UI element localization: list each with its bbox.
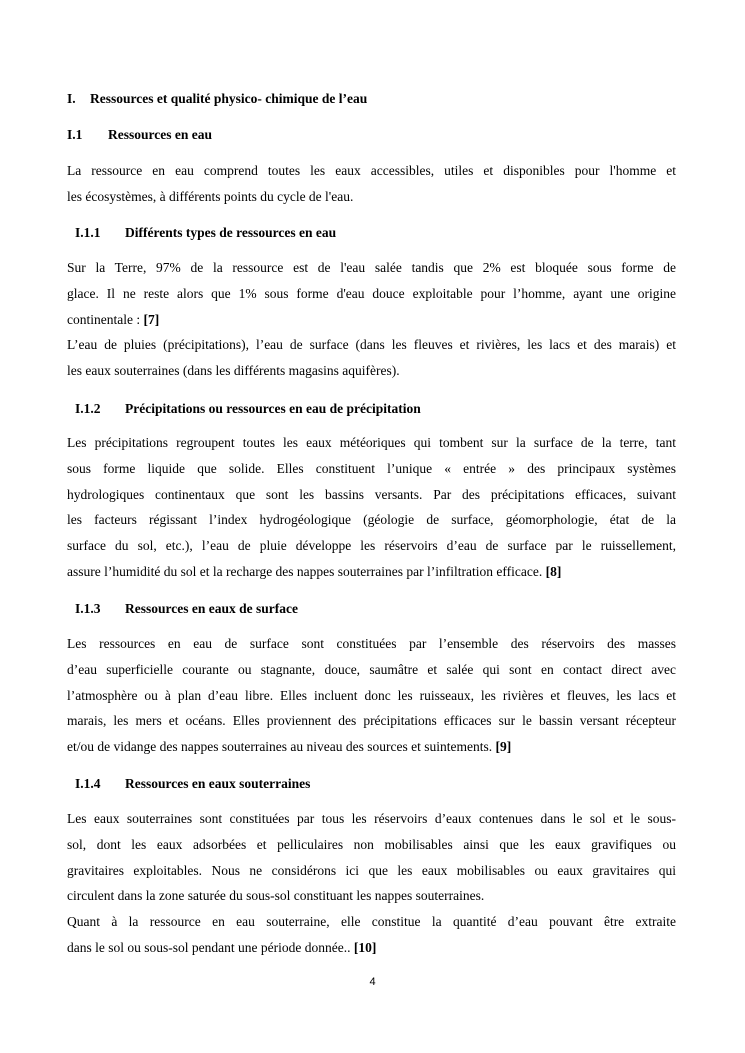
text-line: surface du sol, etc.), l’eau de pluie développe les réservoirs d’eau de surface par le ruissellement, bbox=[67, 538, 676, 554]
heading-1-1 bbox=[67, 127, 212, 143]
text-line bbox=[67, 935, 676, 961]
text-line: circulent dans la zone saturée du sous-sol constituant les nappes souterraines. bbox=[67, 888, 485, 904]
text-segment: et/ou de vidange des nappes souterraines au niveau des sources et suintements. bbox=[67, 739, 496, 755]
heading-title: Différents types de ressources en eau bbox=[125, 225, 337, 240]
heading-number: I.1.3 bbox=[75, 601, 101, 616]
text-line: L’eau de pluies (précipitations), l’eau de surface (dans les fleuves et rivières, les lacs et des marais) et bbox=[67, 337, 676, 353]
text-line: les eaux souterraines (dans les différents magasins aquifères). bbox=[67, 363, 400, 379]
text-line: d’eau superficielle courante ou stagnante, douce, saumâtre et salée qui sont en contact direct avec bbox=[67, 661, 676, 677]
text-line: La ressource en eau comprend toutes les eaux accessibles, utiles et disponibles pour l'homme et bbox=[67, 163, 676, 178]
text-line bbox=[67, 734, 676, 760]
text-segment: assure l’humidité du sol et la recharge des nappes souterraines par l’infiltration efficace. bbox=[67, 563, 546, 579]
citation-ref: [10] bbox=[353, 939, 377, 955]
heading-number: I.1.1 bbox=[75, 225, 101, 240]
text-line: les écosystèmes, à différents points du cycle de l'eau. bbox=[67, 188, 354, 204]
citation-ref: [8] bbox=[545, 563, 562, 579]
paragraph-1 bbox=[67, 158, 676, 210]
text-line bbox=[67, 559, 676, 585]
paragraph-5 bbox=[67, 806, 676, 961]
heading-title: Précipitations ou ressources en eau de précipitation bbox=[125, 401, 421, 416]
heading-number: I.1.4 bbox=[75, 776, 101, 791]
text-line: hydrologiques continentaux que sont les bassins versants. Par des précipitations efficaces, suivant bbox=[67, 486, 676, 502]
heading-title: Ressources en eaux souterraines bbox=[125, 776, 311, 791]
citation-ref: [9] bbox=[495, 739, 512, 755]
heading-title: Ressources et qualité physico- chimique de l’eau bbox=[90, 91, 368, 106]
heading-1-1-3 bbox=[75, 601, 298, 617]
heading-1-1-1 bbox=[75, 225, 336, 241]
text-line bbox=[67, 307, 676, 333]
text-line: l’atmosphère ou à plan d’eau libre. Elles incluent donc les ruisseaux, les rivières et fleuves, les lacs et bbox=[67, 687, 676, 703]
text-line: Quant à la ressource en eau souterraine, elle constitue la quantité d’eau pouvant être extraite bbox=[67, 914, 676, 930]
text-segment: dans le sol ou sous-sol pendant une période donnée.. bbox=[67, 939, 354, 955]
heading-1-1-2 bbox=[75, 401, 421, 417]
paragraph-3 bbox=[67, 430, 676, 585]
heading-number: I.1 bbox=[67, 127, 83, 142]
text-line: Sur la Terre, 97% de la ressource est de l'eau salée tandis que 2% est bloquée sous forme de bbox=[67, 260, 676, 275]
page-number: 4 bbox=[369, 976, 376, 988]
heading-title: Ressources en eau bbox=[108, 127, 212, 142]
heading-number: I. bbox=[67, 91, 76, 106]
text-line: sous forme liquide que solide. Elles constituent l’unique « entrée » des principaux systèmes bbox=[67, 460, 676, 476]
heading-number: I.1.2 bbox=[75, 401, 101, 416]
text-segment: continentale : bbox=[67, 311, 144, 327]
heading-title: Ressources en eaux de surface bbox=[125, 601, 298, 616]
citation-ref: [7] bbox=[143, 311, 160, 327]
paragraph-2 bbox=[67, 255, 676, 384]
paragraph-4 bbox=[67, 631, 676, 760]
text-line: gravitaires exploitables. Nous ne considérons ici que les eaux mobilisables ou eaux gravitaires qui bbox=[67, 862, 676, 878]
text-line: Les précipitations regroupent toutes les eaux météoriques qui tombent sur la surface de la terre, tant bbox=[67, 435, 676, 450]
heading-1-1-4 bbox=[75, 776, 310, 792]
text-line: sol, dont les eaux adsorbées et pelliculaires non mobilisables ainsi que les eaux gravifiques ou bbox=[67, 836, 676, 852]
text-line: les facteurs régissant l’index hydrogéologique (géologie de surface, géomorphologie, état de la bbox=[67, 512, 676, 528]
heading-1 bbox=[67, 91, 367, 107]
text-line: marais, les mers et océans. Elles proviennent des précipitations efficaces sur le bassin versant récepteur bbox=[67, 713, 676, 729]
text-line: Les eaux souterraines sont constituées par tous les réservoirs d’eaux contenues dans le sol et le sous- bbox=[67, 811, 676, 826]
text-line: Les ressources en eau de surface sont constituées par l’ensemble des réservoirs des masses bbox=[67, 636, 676, 651]
text-line: glace. Il ne reste alors que 1% sous forme d'eau douce exploitable pour l’homme, ayant une origine bbox=[67, 285, 676, 301]
